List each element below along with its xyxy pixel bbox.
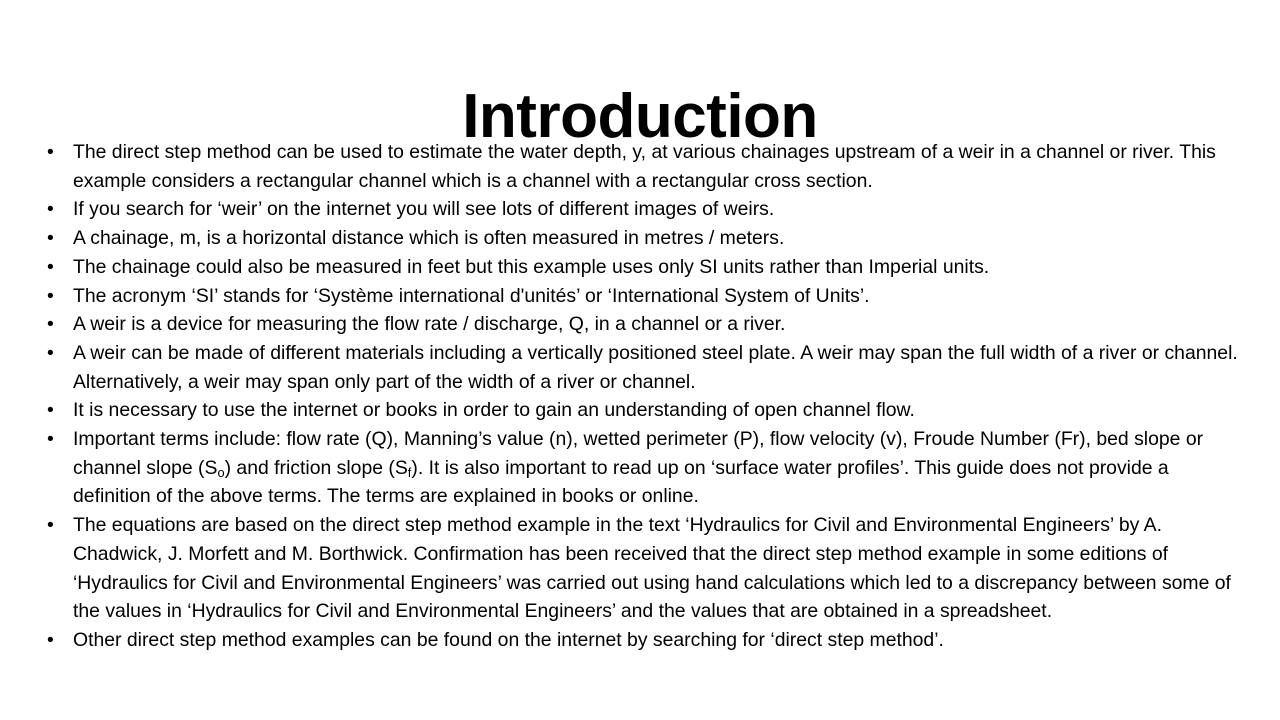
bullet-point-icon: • bbox=[47, 141, 54, 163]
bullet-chainage-definition bbox=[40, 224, 1240, 253]
bullet-point-icon: • bbox=[47, 313, 54, 336]
bullet-weir-device bbox=[40, 310, 1240, 339]
slide-body bbox=[40, 138, 1240, 655]
bullet-point-icon: • bbox=[47, 428, 54, 451]
bullet-text: The equations are based on the direct step method example in the text ‘Hydraulics for Civil and Environmental Engineers’ by A. Chadwick, J. Morfett and M. Borthwick. Confirmation has been received that the direct step method example in some editions of ‘Hydraulics for Civil and Environmental Engineers’ was carried out using hand calculations which led to a discrepancy between some of the values in ‘Hydraulics for Civil and Environmental Engineers’ and the values that are obtained in a spreadsheet. bbox=[73, 514, 1231, 623]
bullet-text: Important terms include: flow rate (Q), Manning’s value (n), wetted perimeter (P), flow velocity (v), Froude Number (Fr), bed slope or channel slope $(S_o)$ and friction slope $(S_f)$. It is also important to read up on ‘surface water profiles’. This guide does not provide a definition of the above terms. The terms are explained in books or online. bbox=[73, 428, 1204, 508]
bullet-point-icon: • bbox=[47, 341, 54, 364]
bullet-text: A chainage, m, is a horizontal distance which is often measured in metres / meters. bbox=[73, 227, 785, 250]
bullet-direct-step-method bbox=[40, 138, 1240, 195]
bullet-internet-books bbox=[40, 396, 1240, 425]
bullet-list bbox=[40, 138, 1240, 655]
bullet-chainage-units bbox=[40, 253, 1240, 282]
bullet-point-icon: • bbox=[47, 514, 54, 537]
bullet-point-icon: • bbox=[47, 284, 54, 307]
bullet-important-terms bbox=[40, 425, 1240, 511]
bullet-text: A weir can be made of different materials including a vertically positioned steel plate. A weir may span the full width of a river or channel. Alternatively, a weir may span only part of the width of a river or channel. bbox=[73, 341, 1238, 393]
bullet-text: The acronym ‘SI’ stands for ‘Système international d'unités’ or ‘International System of Units’. bbox=[73, 284, 870, 307]
bullet-text: If you search for ‘weir’ on the internet you will see lots of different images of weirs. bbox=[73, 198, 775, 221]
bullet-text: A weir is a device for measuring the flow rate / discharge, Q, in a channel or a river. bbox=[73, 313, 786, 336]
bullet-search-weir bbox=[40, 195, 1240, 224]
bullet-point-icon: • bbox=[47, 198, 54, 221]
bullet-point-icon: • bbox=[47, 628, 54, 651]
bullet-point-icon: • bbox=[47, 255, 54, 278]
bullet-point-icon: • bbox=[47, 227, 54, 250]
bullet-si-acronym bbox=[40, 282, 1240, 311]
bullet-weir-materials bbox=[40, 339, 1240, 396]
page-title: Introduction bbox=[462, 81, 818, 151]
bullet-other-examples bbox=[40, 626, 1240, 655]
bullet-text: It is necessary to use the internet or books in order to gain an understanding of open channel flow. bbox=[73, 399, 915, 422]
bullet-text: The direct step method can be used to estimate the water depth, y, at various chainages upstream of a weir in a channel or river. This example considers a rectangular channel which is a channel with a rectangular cross section. bbox=[73, 141, 1216, 192]
bullet-equations-source bbox=[40, 511, 1240, 626]
bullet-point-icon: • bbox=[47, 399, 54, 422]
bullet-text: Other direct step method examples can be found on the internet by searching for ‘direct step method’. bbox=[73, 628, 944, 651]
bullet-text: The chainage could also be measured in feet but this example uses only SI units rather than Imperial units. bbox=[73, 255, 990, 278]
